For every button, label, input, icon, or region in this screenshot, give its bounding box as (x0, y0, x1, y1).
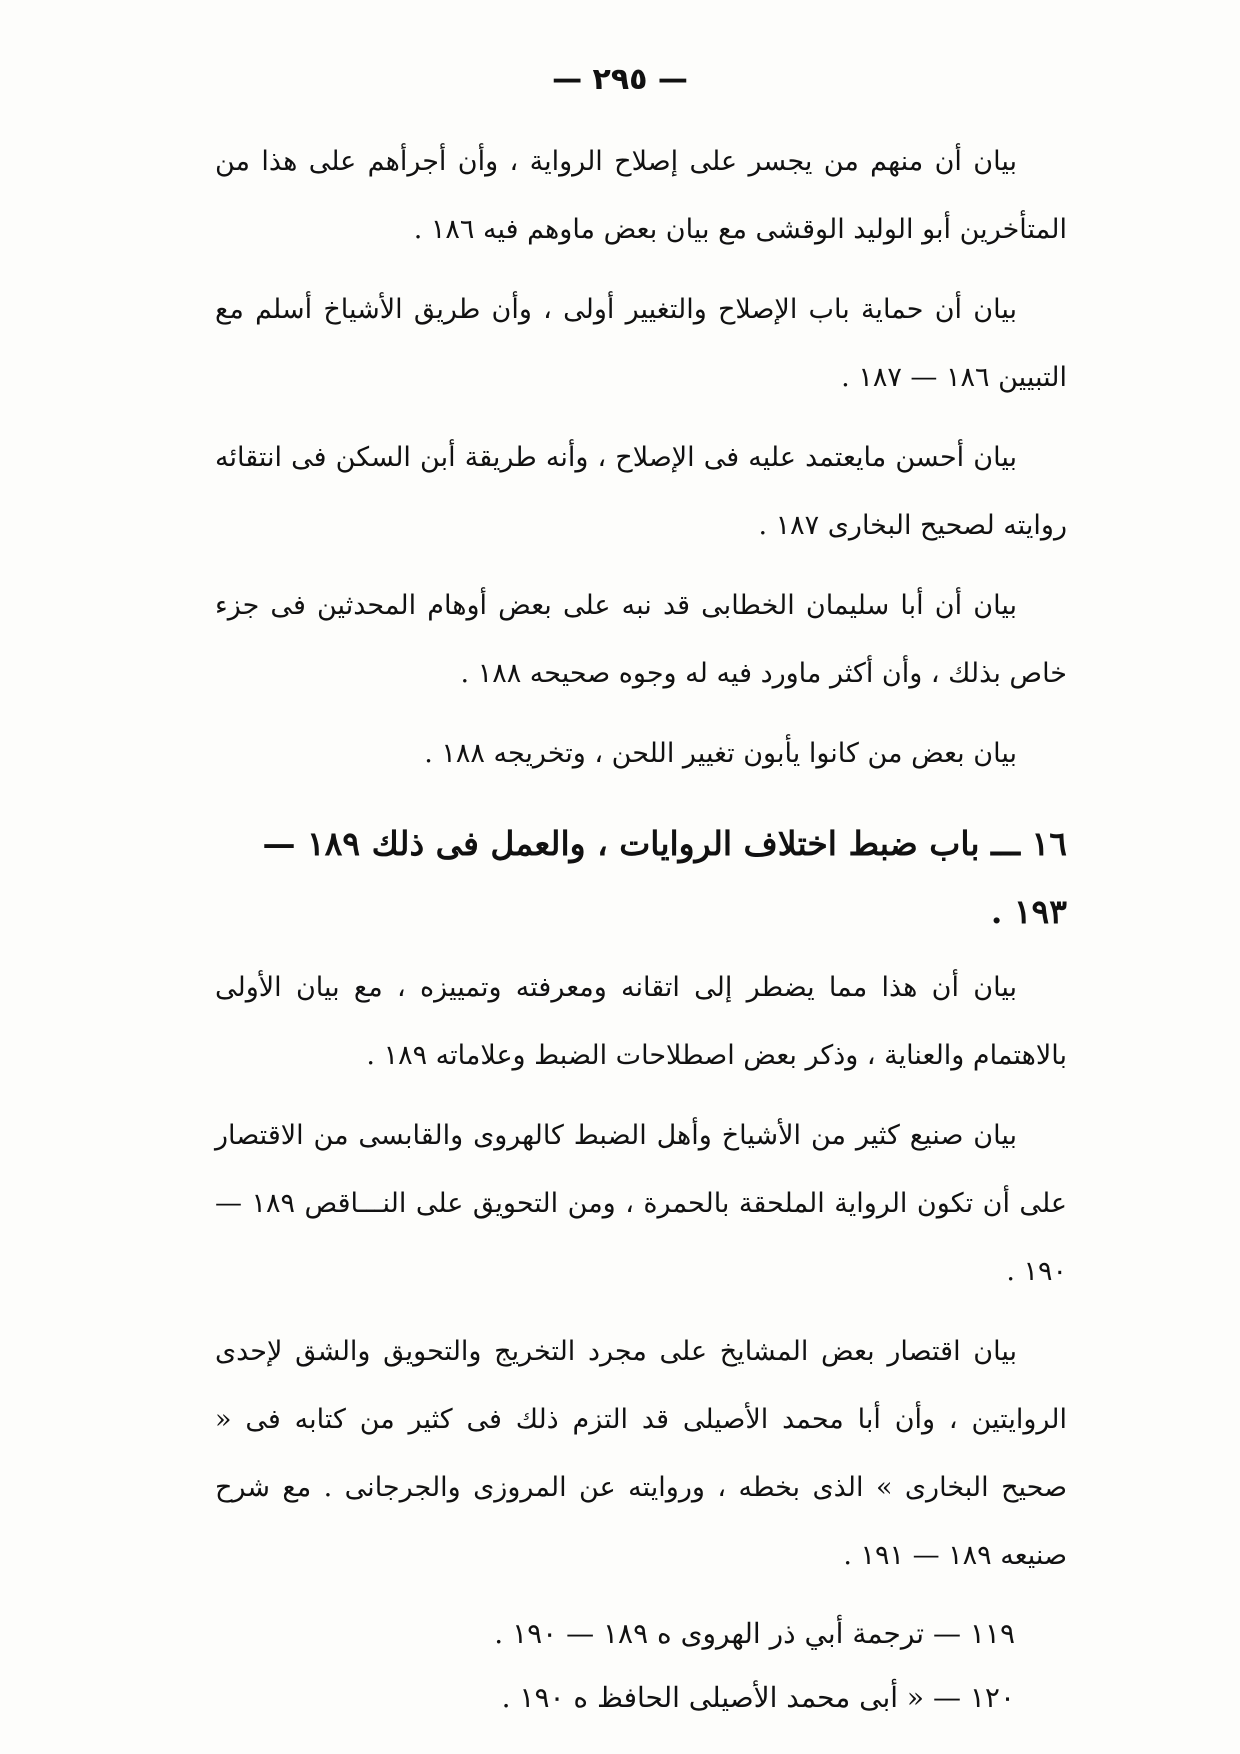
biography-entry: ١٢٠ — « أبى محمد الأصيلى الحافظ ه ١٩٠ . (501, 1681, 1015, 1714)
index-paragraph: بيان أن حماية باب الإصلاح والتغيير أولى ، وأن طريق الأشياخ أسلم مع التبيين ١٨٦ — ١٨٧ . (215, 294, 1067, 393)
biography-entry: ١١٩ — ترجمة أبي ذر الهروى ه ١٨٩ — ١٩٠ . (494, 1617, 1015, 1650)
index-paragraph: بيان صنيع كثير من الأشياخ وأهل الضبط كالهروى والقابسى من الاقتصار على أن تكون الرواية الملحقة بالحمرة ، ومن التحويق على النـــاقص ١٨٩ — ١٩٠ . (215, 1120, 1067, 1287)
biography-entries (215, 1602, 1067, 1730)
index-paragraph: بيان أن منهم من يجسر على إصلاح الرواية ، وأن أجرأهم على هذا من المتأخرين أبو الوليد الوقشى مع بيان بعض ماوهم فيه ١٨٦ . (215, 146, 1067, 245)
index-paragraph: بيان أحسن مايعتمد عليه فى الإصلاح ، وأنه طريقة أبن السكن فى انتقائه روايته لصحيح البخارى ١٨٧ . (215, 442, 1067, 541)
index-content (215, 128, 1067, 1730)
index-paragraph: بيان أن هذا مما يضطر إلى اتقانه ومعرفته وتمييزه ، مع بيان الأولى بالاهتمام والعناية ، وذكر بعض اصطلاحات الضبط وعلاماته ١٨٩ . (215, 972, 1067, 1071)
index-paragraph: بيان أن أبا سليمان الخطابى قد نبه على بعض أوهام المحدثين فى جزء خاص بذلك ، وأن أكثر ماورد فيه له وجوه صحيحه ١٨٨ . (215, 590, 1067, 689)
index-paragraph: بيان اقتصار بعض المشايخ على مجرد التخريج والتحويق والشق لإحدى الروايتين ، وأن أبا محمد الأصيلى قد التزم ذلك فى كثير من كتابه فى « صحيح البخارى » الذى بخطه ، وروايته عن المروزى والجرجانى . مع شرح صنيعه ١٨٩ — ١٩١ . (215, 1336, 1067, 1571)
section-heading: ١٦ ـــ باب ضبط اختلاف الروايات ، والعمل فى ذلك ١٨٩ — ١٩٣ . (262, 824, 1067, 931)
index-paragraph: بيان بعض من كانوا يأبون تغيير اللحن ، وتخريجه ١٨٨ . (424, 738, 1017, 769)
page-number: — ٢٩٥ — (552, 62, 688, 97)
